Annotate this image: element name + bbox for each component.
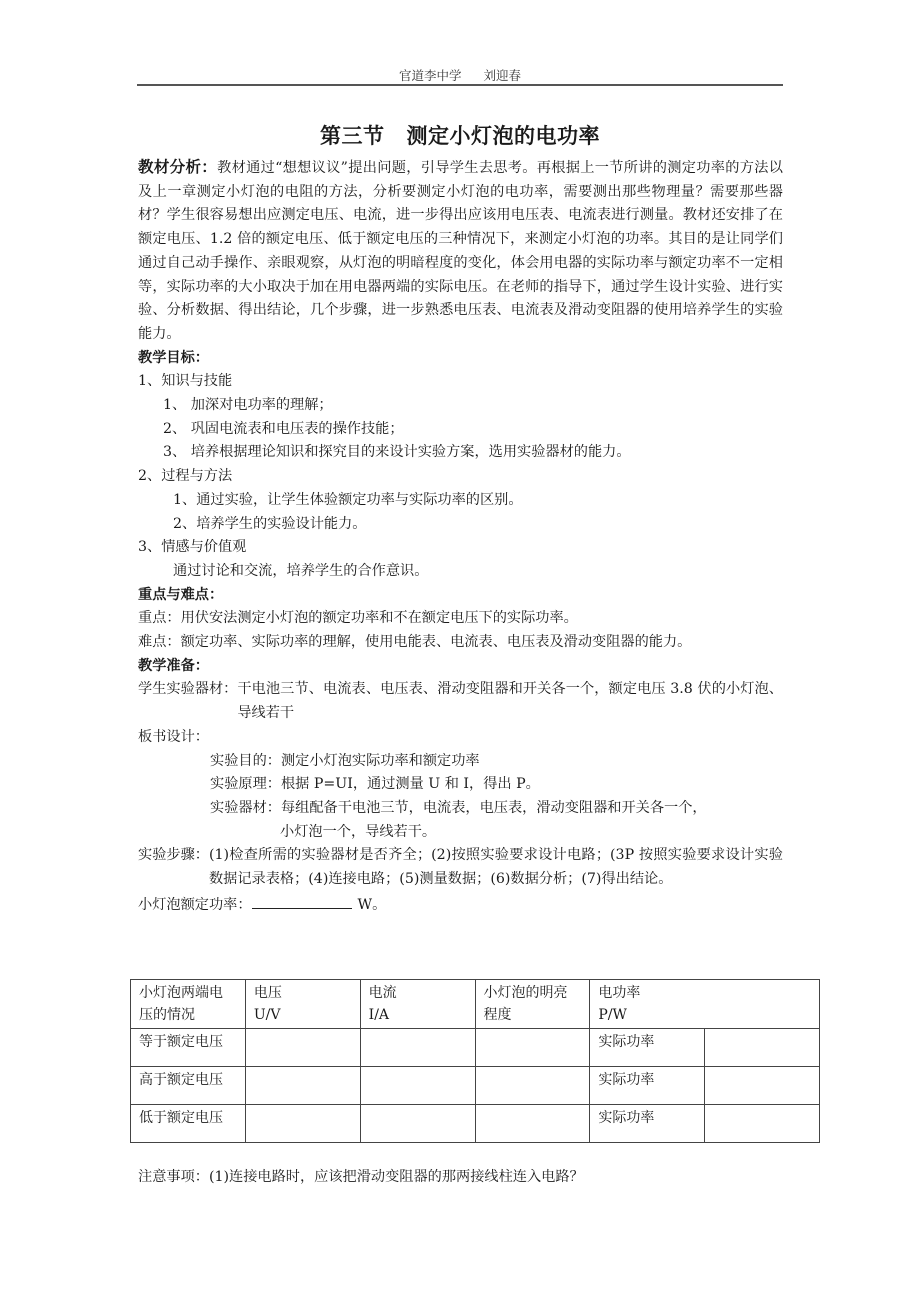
equipment-label: 学生实验器材： bbox=[138, 681, 238, 698]
analysis-text: 教材通过“想想议议”提出问题，引导学生去思考。再根据上一节所讲的测定功率的方法以及上一章测定小灯泡的电阻的方法，分析要测定小灯泡的电功率，需要测出那些物理量？需要那些器材？学生很容易想出应测定电压、电流，进一步得出应该用电压表、电流表进行测量。教材还安排了在额定电压、1.2 倍的额定电压、低于额定电压的三种情况下，来测定小灯泡的功率。其目的是让同学们通过自己动手操作、亲眼观察，从灯泡的明暗程度的变化，体会用电器的实际功率与额定功率不一定相等，实际功率的大小取决于加在用电器两端的实际电压。在老师的指导下，通过学生设计实验、进行实验、分析数据、得出结论，几个步骤，进一步熟悉电压表、电流表及滑动变阻器的使用培养学生的实验能力。 bbox=[138, 160, 783, 342]
power-cell bbox=[705, 1105, 820, 1143]
objective-group-title: 2、过程与方法 bbox=[138, 468, 233, 485]
key-points-heading: 重点与难点： bbox=[138, 586, 224, 603]
rated-power-blank[interactable] bbox=[252, 892, 352, 909]
board-equipment-cont: 小灯泡一个，导线若干。 bbox=[280, 823, 437, 840]
current-cell bbox=[360, 1105, 475, 1143]
brightness-cell bbox=[475, 1029, 590, 1067]
header-rule bbox=[137, 84, 783, 86]
objective-group-title: 1、知识与技能 bbox=[138, 373, 233, 390]
preparation-heading: 教学准备： bbox=[138, 657, 209, 674]
rated-power-line bbox=[138, 892, 783, 918]
power-label-cell: 实际功率 bbox=[590, 1067, 705, 1105]
equipment-text: 干电池三节、电流表、电压表、滑动变阻器和开关各一个，额定电压 3.8 伏的小灯泡、导线若干 bbox=[237, 681, 783, 722]
board-principle: 实验原理：根据 P=UI，通过测量 U 和 I，得出 P。 bbox=[210, 776, 540, 793]
objectives-heading: 教学目标： bbox=[138, 349, 209, 366]
analysis-paragraph bbox=[138, 156, 783, 347]
voltage-cell bbox=[245, 1067, 360, 1105]
header-author: 刘迎春 bbox=[483, 68, 522, 83]
objective-item: 1、通过实验，让学生体验额定功率与实际功率的区别。 bbox=[173, 491, 523, 508]
power-cell bbox=[705, 1029, 820, 1067]
brightness-cell bbox=[475, 1105, 590, 1143]
difficult-point: 难点：额定功率、实际功率的理解，使用电能表、电流表、电压表及滑动变阻器的能力。 bbox=[138, 634, 692, 651]
objective-item: 通过讨论和交流，培养学生的合作意识。 bbox=[173, 562, 429, 579]
board-design bbox=[138, 750, 783, 845]
objective-item: 2、培养学生的实验设计能力。 bbox=[173, 515, 367, 532]
page-title bbox=[0, 120, 920, 150]
steps-entry bbox=[138, 844, 783, 891]
voltage-cell bbox=[245, 1029, 360, 1067]
title-section: 第三节 bbox=[320, 124, 385, 148]
board-heading: 板书设计： bbox=[138, 728, 209, 745]
current-cell bbox=[360, 1067, 475, 1105]
condition-cell: 低于额定电压 bbox=[131, 1105, 246, 1143]
objective-group-title: 3、情感与价值观 bbox=[138, 539, 247, 556]
header-cell: 小灯泡的明亮 程度 bbox=[475, 980, 590, 1029]
board-equipment: 实验器材：每组配备干电池三节，电流表，电压表，滑动变阻器和开关各一个， bbox=[210, 799, 707, 816]
header-cell: 电压 U/V bbox=[245, 980, 360, 1029]
page-header bbox=[0, 66, 920, 84]
document-body bbox=[138, 156, 783, 918]
header-cell: 电流 I/A bbox=[360, 980, 475, 1029]
board-purpose: 实验目的：测定小灯泡实际功率和额定功率 bbox=[210, 752, 480, 769]
data-record-table bbox=[130, 979, 820, 1143]
header-school: 官道李中学 bbox=[398, 68, 462, 83]
steps-text: (1)检查所需的实验器材是否齐全；(2)按照实验要求设计电路；(3P 按照实验要求设计实验数据记录表格；(4)连接电路；(5)测量数据；(6)数据分析；(7)得出结论。 bbox=[208, 847, 783, 888]
objective-item: 1、 加深对电功率的理解； bbox=[163, 397, 333, 414]
objective-item: 3、 培养根据理论知识和探究目的来设计实验方案，选用实验器材的能力。 bbox=[163, 444, 631, 461]
current-cell bbox=[360, 1029, 475, 1067]
table-row bbox=[131, 1067, 820, 1105]
key-point: 重点：用伏安法测定小灯泡的额定功率和不在额定电压下的实际功率。 bbox=[138, 610, 578, 627]
power-label-cell: 实际功率 bbox=[590, 1105, 705, 1143]
header-cell: 小灯泡两端电 压的情况 bbox=[131, 980, 246, 1029]
rated-power-label: 小灯泡额定功率： bbox=[138, 896, 252, 913]
table-row bbox=[131, 1105, 820, 1143]
objective-item: 2、 巩固电流表和电压表的操作技能； bbox=[163, 420, 404, 437]
voltage-cell bbox=[245, 1105, 360, 1143]
power-label-cell: 实际功率 bbox=[590, 1029, 705, 1067]
table-row bbox=[131, 1029, 820, 1067]
condition-cell: 高于额定电压 bbox=[131, 1067, 246, 1105]
brightness-cell bbox=[475, 1067, 590, 1105]
equipment-entry bbox=[138, 678, 783, 725]
table-header-row bbox=[131, 980, 820, 1029]
analysis-label: 教材分析： bbox=[138, 158, 218, 176]
title-topic: 测定小灯泡的电功率 bbox=[406, 124, 600, 148]
steps-label: 实验步骤： bbox=[138, 847, 209, 864]
power-cell bbox=[705, 1067, 820, 1105]
notes-line: 注意事项：(1)连接电路时，应该把滑动变阻器的那两接线柱连入电路？ bbox=[138, 1169, 584, 1185]
condition-cell: 等于额定电压 bbox=[131, 1029, 246, 1067]
rated-power-unit: W。 bbox=[357, 896, 387, 913]
header-cell: 电功率 P/W bbox=[590, 980, 820, 1029]
